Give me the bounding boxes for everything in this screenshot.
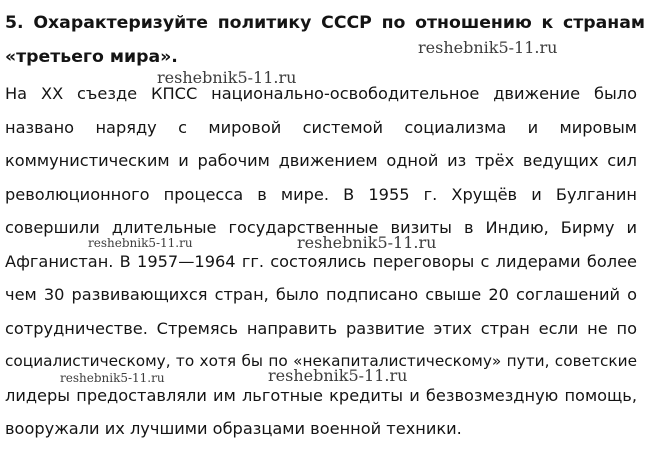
answer-line: социалистическому, то хотя бы по «некапиталистическому» пути, советские bbox=[5, 352, 637, 370]
question-line-2: «третьего мира». bbox=[5, 47, 178, 67]
answer-line: чем 30 развивающихся стран, было подписано свыше 20 соглашений о bbox=[5, 285, 637, 304]
watermark: reshebnik5-11.ru bbox=[297, 233, 437, 252]
answer-line: совершили длительные государственные визиты в Индию, Бирму и bbox=[5, 218, 637, 237]
answer-line: лидеры предоставляли им льготные кредиты и безвозмездную помощь, bbox=[5, 385, 637, 405]
answer-line: революционного процесса в мире. В 1955 г. Хрущёв и Булганин bbox=[5, 184, 637, 204]
question-line-1: 5. Охарактеризуйте политику СССР по отношению к странам bbox=[5, 13, 645, 33]
answer-line: На XX съезде КПСС национально-освободительное движение было bbox=[5, 84, 637, 103]
watermark: reshebnik5-11.ru bbox=[268, 366, 408, 385]
answer-text bbox=[5, 77, 637, 446]
answer-line: названо наряду с мировой системой социализма и мировым bbox=[5, 117, 637, 137]
answer-line: Афганистан. В 1957—1964 гг. состоялись переговоры с лидерами более bbox=[5, 251, 637, 271]
answer-line: вооружали их лучшими образцами военной техники. bbox=[5, 419, 462, 438]
watermark: reshebnik5-11.ru bbox=[60, 371, 165, 385]
answer-line: сотрудничестве. Стремясь направить развитие этих стран если не по bbox=[5, 318, 637, 338]
question-heading bbox=[5, 6, 645, 74]
watermark: reshebnik5-11.ru bbox=[418, 38, 558, 57]
watermark: reshebnik5-11.ru bbox=[157, 68, 297, 87]
watermark: reshebnik5-11.ru bbox=[88, 236, 193, 250]
answer-line: коммунистическим и рабочим движением одной из трёх ведущих сил bbox=[5, 151, 637, 170]
